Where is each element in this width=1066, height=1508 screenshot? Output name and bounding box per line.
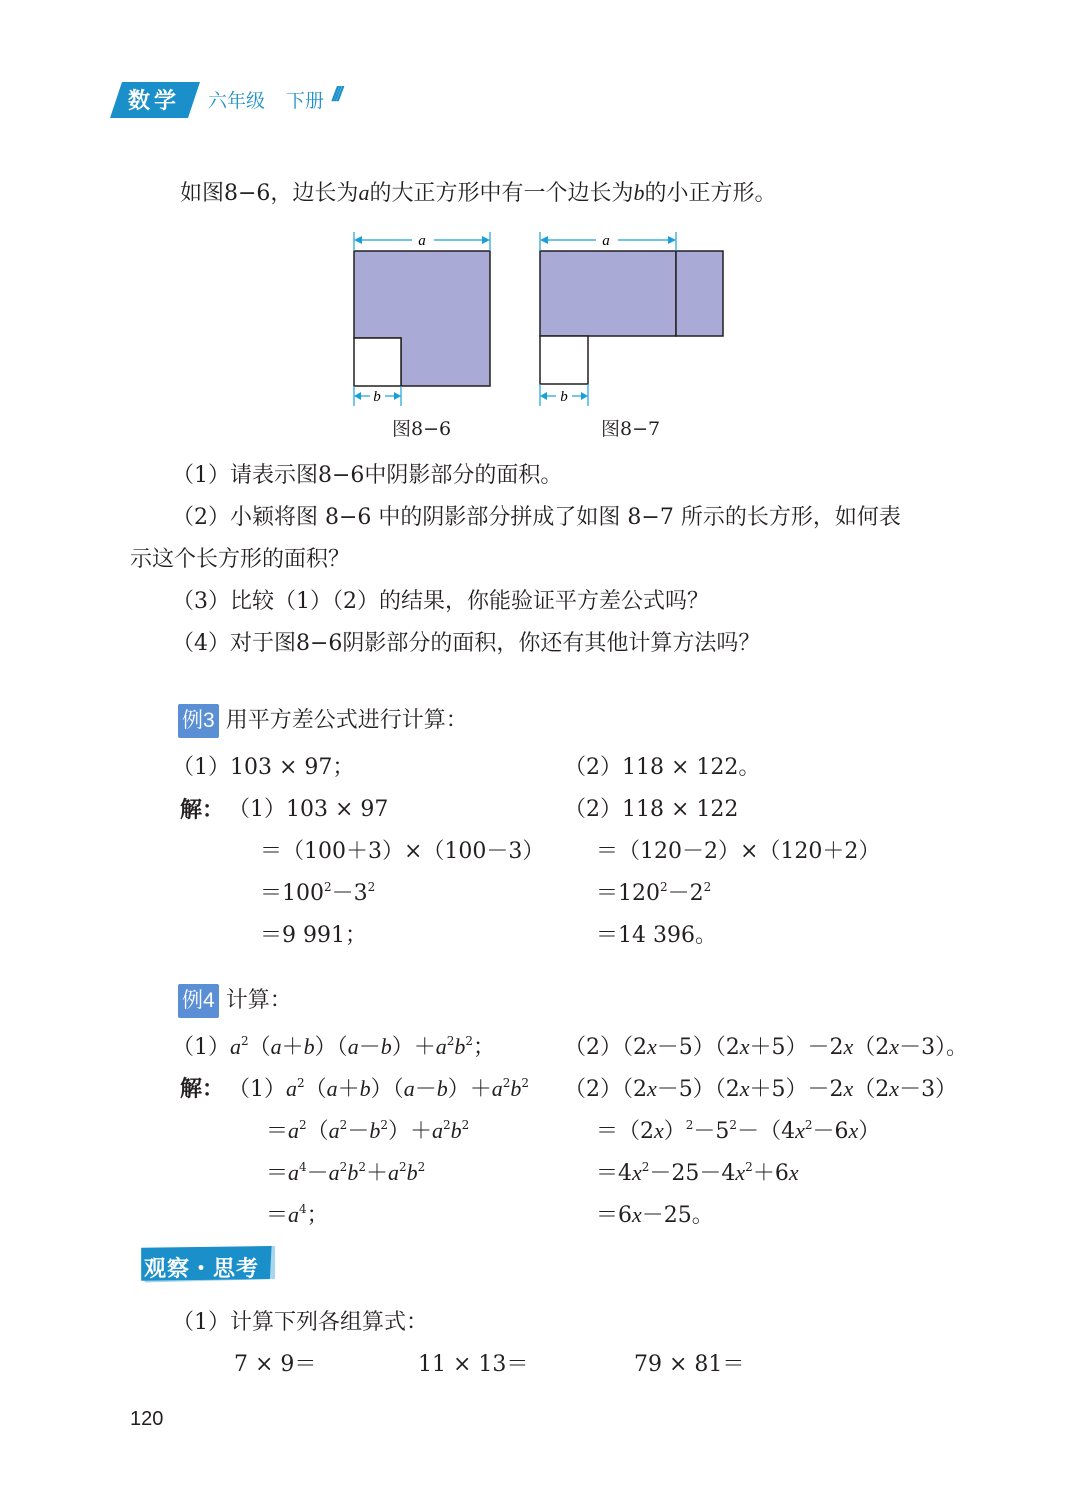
ex4-s2-line-4: ＝6x－25。 — [596, 1202, 714, 1228]
var-b: b — [633, 180, 645, 205]
ex4-s2-line-2: $=(2x)^2-5^2-(4x^2-6x)$ — [596, 1118, 881, 1144]
ex3-s2-l3-mid: －2 — [667, 881, 704, 906]
fig2-label-b: b — [560, 389, 568, 405]
observe-expr-2: 11 × 13＝ — [418, 1352, 529, 1377]
fig1-label-a: a — [418, 233, 426, 249]
figure-8-6-caption: 图8−6 — [392, 418, 452, 440]
question-2-line-2: 示这个长方形的面积？ — [130, 547, 351, 572]
header-slashes: /// — [332, 84, 340, 106]
intro-paragraph — [180, 178, 776, 209]
page-number: 120 — [130, 1408, 164, 1430]
ex3-s2-line-4: ＝14 396。 — [596, 923, 717, 948]
ex3-s2-line-3 — [596, 879, 711, 909]
figure-8-7 — [526, 226, 736, 412]
intro-text-3: 的小正方形。 — [644, 181, 777, 206]
ex3-s2-l3-exp: 2 — [660, 880, 668, 894]
ex4-s1-line-3: $=a^4-a^2b^2+a^2b^2$ — [266, 1160, 426, 1186]
ex3-s2-line-2: ＝（120－2）×（120＋2） — [596, 839, 881, 864]
ex4-s1-line-4: $=a^4$； — [266, 1202, 329, 1228]
figure-8-7-caption: 图8−7 — [601, 418, 661, 440]
ex4-solution-label: 解： — [180, 1076, 225, 1102]
question-3: （3）比较（1）（2）的结果，你能验证平方差公式吗？ — [172, 589, 709, 614]
ex4-s1-line-1: $(1)a^2(a+b)(a-b)+a^2b^2$ — [228, 1076, 529, 1102]
observe-expr-1: 7 × 9＝ — [234, 1352, 317, 1377]
ex3-s1-line-4: ＝9 991； — [260, 923, 367, 948]
ex3-problem-1: （1）103 × 97； — [172, 755, 355, 780]
example-3-heading — [178, 704, 468, 738]
fig1-label-b: b — [373, 389, 381, 405]
ex4-problem-2: （2）（2x－5）（2x＋5）－2x（2x－3）。 — [564, 1034, 969, 1060]
observe-task: （1）计算下列各组算式： — [172, 1310, 428, 1335]
observe-expr-3: 79 × 81＝ — [634, 1352, 745, 1377]
question-1: （1）请表示图8−6中阴影部分的面积。 — [172, 463, 563, 488]
question-4: （4）对于图8−6阴影部分的面积，你还有其他计算方法吗？ — [172, 631, 761, 656]
subject-label: 数学 — [128, 88, 181, 113]
grade-label: 六年级 — [208, 91, 266, 112]
question-2-line-1: （2）小颖将图 8−6 中的阴影部分拼成了如图 8−7 所示的长方形，如何表 — [172, 505, 901, 530]
ex3-s1-l3-mid: －3 — [331, 881, 368, 906]
term-label: 下册 — [286, 91, 325, 112]
ex3-s1-line-1: （1）103 × 97 — [228, 797, 389, 822]
ex4-s1-line-2: $=a^2(a^2-b^2)+a^2b^2$ — [266, 1118, 470, 1144]
ex3-s1-line-3 — [260, 879, 375, 909]
ex3-s2-l3-exp2: 2 — [703, 880, 712, 894]
ex3-s2-line-1: （2）118 × 122 — [564, 797, 739, 822]
observe-think-title: 观察・思考 — [144, 1256, 260, 1281]
ex4-s2-line-3: $=4x^2-25-4x^2+6x$ — [596, 1160, 799, 1186]
ex3-s2-l3-base: ＝120 — [596, 881, 660, 906]
example-4-title: 计算： — [225, 988, 292, 1013]
example-4-heading — [178, 984, 292, 1018]
example-3-title: 用平方差公式进行计算： — [225, 708, 468, 733]
ex3-s1-line-2: ＝（100＋3）×（100－3） — [260, 839, 545, 864]
figure-8-6 — [340, 226, 510, 412]
ex3-solution-label: 解： — [180, 797, 225, 823]
ex4-problem-1: $(1)a^2(a+b)(a-b)+a^2b^2$； — [172, 1034, 496, 1060]
ex3-s1-l3-exp2: 2 — [367, 880, 376, 894]
var-a: a — [358, 180, 370, 205]
intro-text-2: 的大正方形中有一个边长为 — [369, 181, 634, 206]
ex3-s1-l3-exp: 2 — [324, 880, 332, 894]
ex3-problem-2: （2）118 × 122。 — [564, 755, 761, 780]
ex4-s2-line-1: （2）（2x－5）（2x＋5）－2x（2x－3） — [564, 1076, 958, 1102]
example-4-badge: 例4 — [178, 984, 219, 1018]
example-3-badge: 例3 — [178, 704, 219, 738]
fig2-label-a: a — [602, 233, 610, 249]
ex3-s1-l3-base: ＝100 — [260, 881, 324, 906]
intro-text-1: 如图8−6，边长为 — [180, 181, 359, 206]
